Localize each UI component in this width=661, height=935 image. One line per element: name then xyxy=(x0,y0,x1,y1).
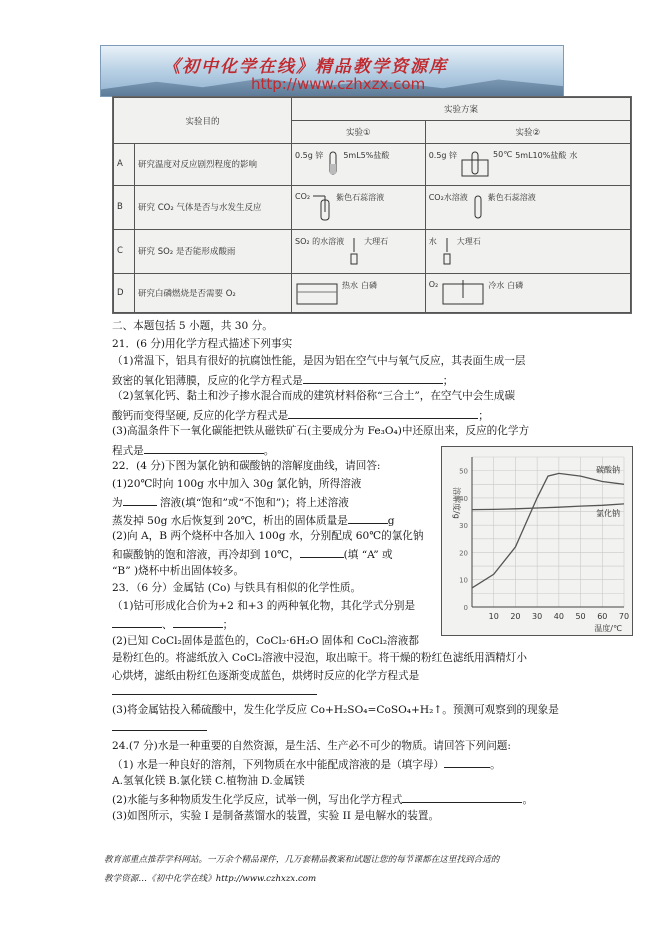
row-right-diagram xyxy=(425,273,630,312)
row-left-diagram xyxy=(292,144,426,186)
header-exp-1: 实验① xyxy=(292,121,426,144)
x-tick-label: 50 xyxy=(575,612,586,621)
y-tick-label: 30 xyxy=(459,522,468,531)
answer-blank[interactable] xyxy=(300,545,344,558)
answer-blank[interactable] xyxy=(123,493,157,506)
row-letter: D xyxy=(114,273,135,312)
test-tube-icon xyxy=(471,192,485,222)
row-letter: B xyxy=(114,185,135,229)
row-letter: C xyxy=(114,229,135,273)
header-plan: 实验方案 xyxy=(292,98,631,121)
diagram-label: 5mL5%盐酸 xyxy=(343,151,390,161)
y-tick-label: 10 xyxy=(459,576,468,585)
row-purpose: 研究温度对反应剧烈程度的影响 xyxy=(135,144,292,186)
row-left-diagram xyxy=(292,229,426,273)
answer-blank[interactable] xyxy=(144,441,264,454)
answer-blank[interactable] xyxy=(444,755,490,768)
footer-line-1: 教育部重点推荐学科网站。一万余个精品课件，几万套精品教案和试题让您的每节课都在这里找到合适的 xyxy=(104,855,500,865)
q23-part2-end: 心烘烤，滤纸由粉红色逐渐变成蓝色，烘烤时反应的化学方程式是 xyxy=(112,670,420,682)
row-purpose: 研究 CO₂ 气体是否与水发生反应 xyxy=(135,185,292,229)
table-row-c xyxy=(114,229,631,273)
header-banner xyxy=(100,45,564,97)
q21-part2-cont: 酸钙而变得坚硬, 反应的化学方程式是 ； xyxy=(112,406,489,426)
section-heading: 二、本题包括 5 小题，共 30 分。 xyxy=(112,320,273,332)
experiment-table-image xyxy=(112,96,632,314)
diagram-label: 白磷 xyxy=(361,280,377,290)
diagram-label: 0.5g 锌 xyxy=(428,151,458,161)
answer-blank[interactable] xyxy=(173,615,223,628)
q22-part2: (2)向 A，B 两个烧杯中各加入 100g 水，分别配成 60℃的氯化钠 xyxy=(112,530,424,542)
q24-part1: （1) 水是一种良好的溶剂，下列物质在水中能配成溶液的是（填字母） 。 xyxy=(112,755,501,775)
q23-part1: （1)钴可形成化合价为+2 和+3 的两种氧化物，其化学式分别是 xyxy=(112,600,416,612)
diagram-label: 白磷 xyxy=(507,280,524,290)
row-left-diagram xyxy=(292,273,426,312)
banner-url[interactable]: http://www.czhxzx.com xyxy=(251,75,426,93)
beaker-icon xyxy=(295,280,339,306)
answer-blank[interactable] xyxy=(112,730,207,731)
diagram-label: 热水 xyxy=(342,280,358,290)
question-23-title: 23．（6 分）金属钴 (Co) 与铁具有相似的化学性质。 xyxy=(112,582,362,594)
answer-blank[interactable] xyxy=(348,511,388,524)
diagram-label: 大理石 xyxy=(456,237,481,247)
x-tick-label: 40 xyxy=(553,612,564,621)
y-tick-label: 40 xyxy=(459,494,468,503)
row-left-diagram xyxy=(292,185,426,229)
table-row-a xyxy=(114,144,631,186)
diagram-label: 大理石 xyxy=(364,237,389,247)
diagram-label: 紫色石蕊溶液 xyxy=(487,193,536,203)
q23-part2: (2)已知 CoCl₂固体是蓝色的，CoCl₂·6H₂O 固体和 CoCl₂溶液都 xyxy=(112,635,419,647)
series-label: 碳酸钠 xyxy=(596,465,620,475)
y-axis-label: 溶解度/g xyxy=(452,487,461,519)
row-letter: A xyxy=(114,144,135,186)
diagram-label: 0.5g 锌 xyxy=(295,151,324,161)
q22-part2-cont: 和碳酸钠的饱和溶液，再冷却到 10℃， (填 “A” 或 xyxy=(112,545,393,565)
question-24-title: 24.(7 分)水是一种重要的自然资源，是生活、生产必不可少的物质。请回答下列问题: xyxy=(112,740,511,752)
q22-part2-end: “B” )烧杯中析出固体较多。 xyxy=(112,565,245,577)
diagram-label: CO₂水溶液 xyxy=(428,193,468,203)
test-tube-icon xyxy=(326,150,340,178)
y-tick-label: 50 xyxy=(459,467,468,476)
diagram-label: 水 xyxy=(428,237,437,247)
q21-part3: (3)高温条件下一氧化碳能把铁从磁铁矿石(主要成分为 Fe₃O₄)中还原出来，反应的化学方 xyxy=(112,425,530,437)
diagram-label: CO₂ xyxy=(295,192,311,202)
table-row-b xyxy=(114,185,631,229)
header-purpose: 实验目的 xyxy=(114,98,292,144)
series-line-1 xyxy=(472,473,624,588)
x-axis-label: 温度/℃ xyxy=(594,624,622,633)
q24-part2: (2)水能与多种物质发生化学反应，试举一例，写出化学方程式 。 xyxy=(112,790,533,810)
answer-blank[interactable] xyxy=(303,371,443,384)
row-purpose: 研究白磷燃烧是否需要 O₂ xyxy=(135,273,292,312)
q23-part1-blanks: 、 ； xyxy=(112,615,233,635)
diagram-label: 50℃ xyxy=(493,150,513,160)
q23-part2-cont: 是粉红色的。将滤纸放入 CoCl₂溶液中浸泡，取出晾干。将干燥的粉红色滤纸用酒精灯小 xyxy=(112,652,527,664)
x-tick-label: 60 xyxy=(597,612,608,621)
water-bath-icon xyxy=(460,150,490,178)
header-exp-2: 实验② xyxy=(425,121,630,144)
series-label: 氯化钠 xyxy=(596,508,620,518)
q22-part1: (1)20℃时向 100g 水中加入 30g 氯化钠，所得溶液 xyxy=(112,478,362,490)
x-tick-label: 30 xyxy=(532,612,543,621)
diagram-label: 紫色石蕊溶液 xyxy=(336,193,385,203)
question-21-title: 21．(6 分)用化学方程式描述下列事实 xyxy=(112,338,293,350)
answer-blank[interactable] xyxy=(402,790,522,803)
q24-options: A.氢氧化镁 B.氯化镁 C.植物油 D.金属镁 xyxy=(112,775,305,787)
test-tube-icon xyxy=(313,192,333,222)
dropper-icon xyxy=(440,236,454,266)
diagram-label: SO₂ 的水溶液 xyxy=(295,237,345,247)
answer-blank[interactable] xyxy=(112,694,317,695)
table-row-d xyxy=(114,273,631,312)
dropper-icon xyxy=(347,236,361,266)
x-tick-label: 20 xyxy=(510,612,521,621)
answer-blank[interactable] xyxy=(112,615,162,628)
beaker-icon xyxy=(441,280,485,306)
diagram-label: 冷水 xyxy=(488,280,505,290)
solubility-chart xyxy=(441,446,633,636)
solubility-chart-svg xyxy=(442,447,632,635)
row-right-diagram xyxy=(425,144,630,186)
banner-title: 《初中化学在线》精品教学资源库 xyxy=(163,57,448,77)
experiment-table xyxy=(113,97,631,313)
diagram-label: 水 xyxy=(569,151,578,161)
y-tick-label: 0 xyxy=(463,604,468,612)
diagram-label: 5mL10%盐酸 xyxy=(515,151,567,161)
answer-blank[interactable] xyxy=(288,406,478,419)
row-purpose: 研究 SO₂ 是否能形成酸雨 xyxy=(135,229,292,273)
x-tick-label: 70 xyxy=(618,612,630,621)
q21-part1-cont: 致密的氧化铝薄膜，反应的化学方程式是 ； xyxy=(112,371,453,391)
row-right-diagram xyxy=(425,185,630,229)
q23-part3: (3)将金属钴投入稀硫酸中，发生化学反应 Co+H₂SO₄=CoSO₄+H₂↑。预测可观察到的现象是 xyxy=(112,704,559,716)
x-tick-label: 10 xyxy=(488,612,499,621)
q21-part3-cont: 程式是 。 xyxy=(112,441,274,461)
footer-line-2: 教学资源…《初中化学在线》http://www.czhxzx.com xyxy=(104,874,317,884)
question-22-title: 22．(4 分)下图为氯化钠和碳酸钠的溶解度曲线，请回答: xyxy=(112,460,381,472)
q21-part1: （1)常温下，铝具有很好的抗腐蚀性能，是因为铝在空气中与氧气反应，其表面生成一层 xyxy=(112,355,526,367)
q21-part2: （2)氢氧化钙、黏土和沙子掺水混合而成的建筑材料俗称“三合土”，在空气中会生成碳 xyxy=(112,390,516,402)
y-tick-label: 20 xyxy=(459,549,468,558)
q24-part3: (3)如图所示，实验 I 是制备蒸馏水的装置，实验 II 是电解水的装置。 xyxy=(112,810,440,822)
row-right-diagram xyxy=(425,229,630,273)
q22-part1-cont: 为 溶液(填“饱和”或“不饱和”)；将上述溶液 xyxy=(112,493,349,513)
diagram-label: O₂ xyxy=(428,279,439,289)
q22-part1-end: 蒸发掉 50g 水后恢复到 20℃，析出的固体质量是 g xyxy=(112,511,395,531)
